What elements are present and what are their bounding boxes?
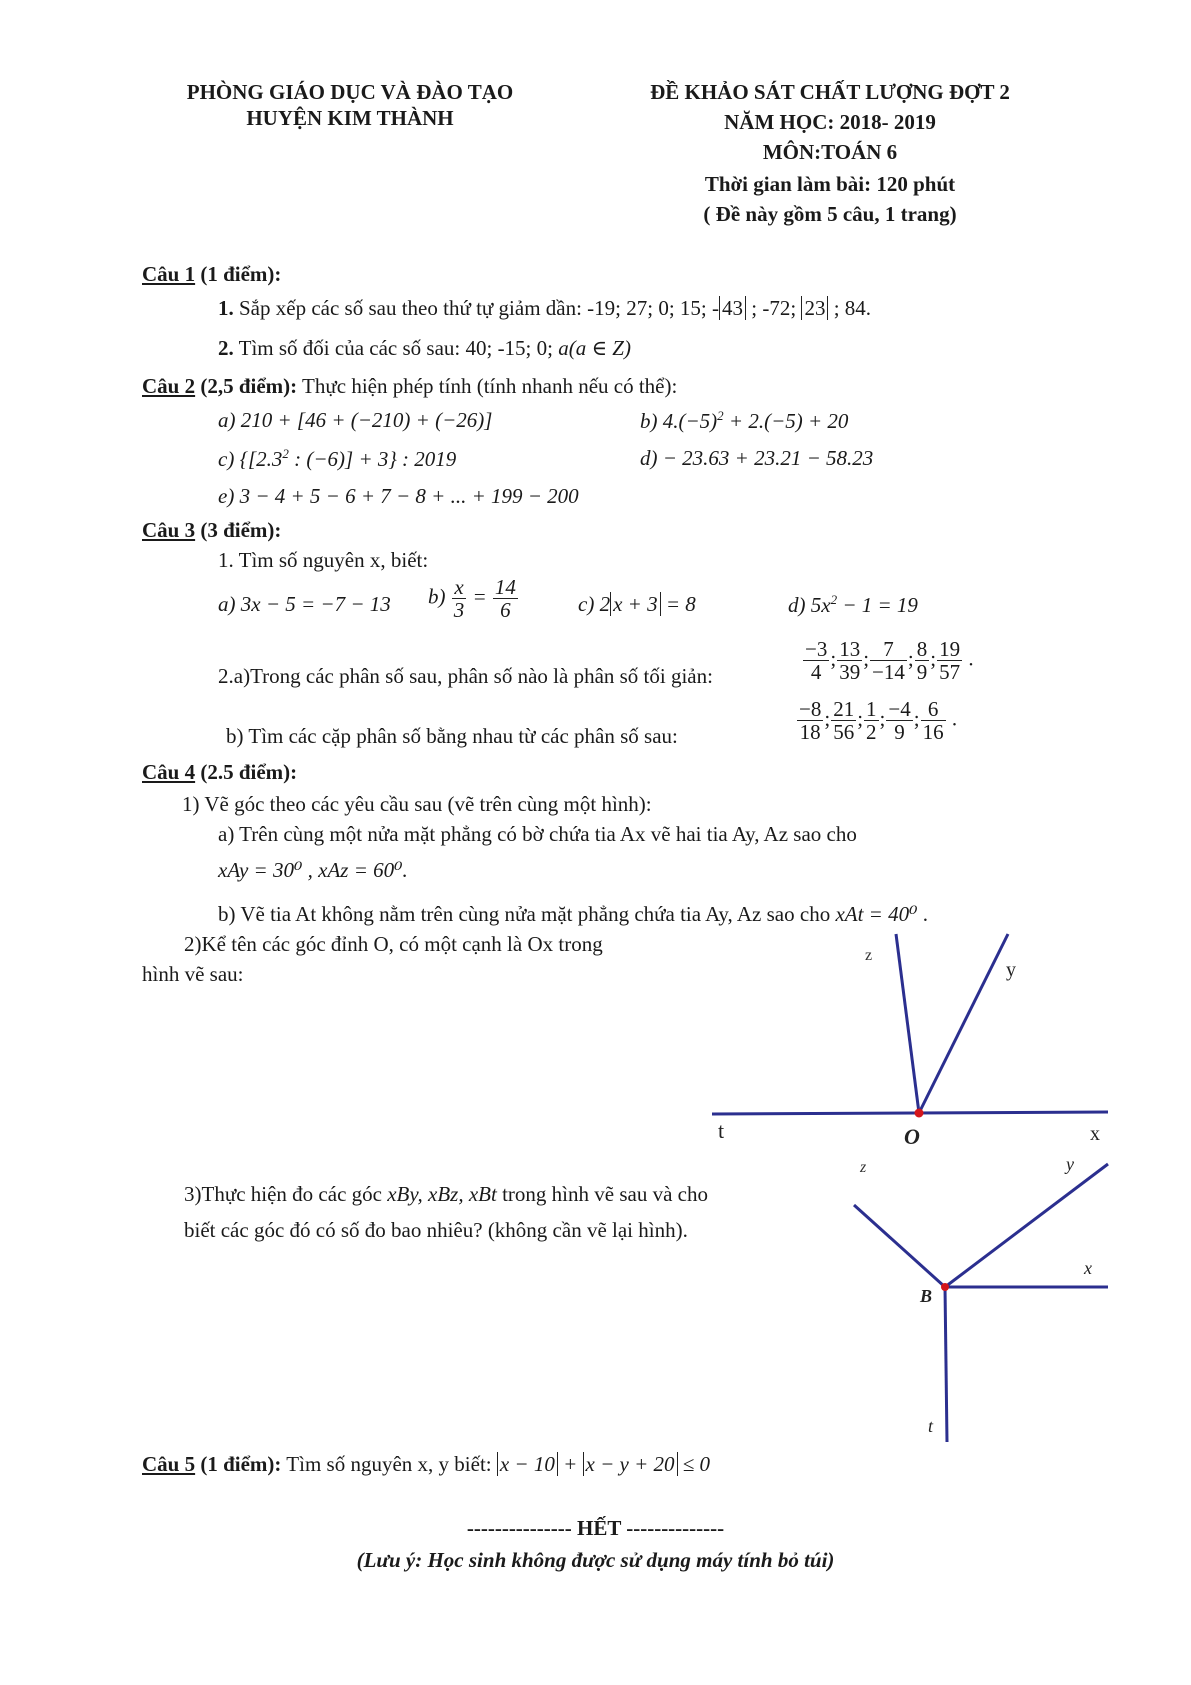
q1-item2-num: 2. <box>218 336 234 360</box>
q3-c-post: = 8 <box>660 592 696 616</box>
q3-2a-fraction <box>870 638 907 683</box>
q3-b-frac1 <box>452 576 467 621</box>
q3-2a-separator: ; <box>863 646 870 671</box>
q5-line <box>142 1452 710 1477</box>
q3-2b-numerator: −8 <box>799 697 822 721</box>
point-b <box>941 1283 949 1291</box>
q1-item2-math: a(a ∈ Z) <box>558 336 631 360</box>
q4-p1: 1) Vẽ góc theo các yêu cầu sau (vẽ trên cùng một hình): <box>182 792 652 816</box>
q3-2b-separator: ; <box>857 706 864 731</box>
q3-fracs-b <box>796 698 957 743</box>
q3-d-pre: d) 5x <box>788 593 831 617</box>
label-y2: y <box>1066 1154 1074 1174</box>
q3-b <box>428 576 519 621</box>
q4-points: (2.5 điểm): <box>195 760 298 784</box>
label-t: t <box>718 1118 725 1143</box>
label-x: x <box>1090 1123 1100 1145</box>
q1-item1-text: Sắp xếp các số sau theo thứ tự giảm dần: -19; 27; 0; 15; - <box>233 296 720 320</box>
q3-2b-separator: ; <box>824 706 831 731</box>
q3-2a-denominator: 39 <box>839 660 861 685</box>
q4-p3-post: trong hình vẽ sau và cho <box>496 1182 708 1206</box>
q1-item1-mid: ; -72; <box>746 296 802 320</box>
q3-2a-separator: ; <box>930 646 937 671</box>
ray-ot <box>712 1112 1108 1114</box>
q4-p3-line2: biết các góc đó có số đo bao nhiêu? (không cần vẽ lại hình). <box>184 1218 688 1242</box>
q4-p1b-text: b) Vẽ tia At không nằm trên cùng nửa mặt phẳng chứa tia Ay, Az sao cho <box>218 902 836 926</box>
q3-2b-separator: ; <box>879 706 886 731</box>
q3-2a-denominator: 57 <box>939 660 961 685</box>
q3-2a-fraction <box>803 638 829 683</box>
label-x2: x <box>1084 1258 1092 1278</box>
q2-e: e) 3 − 4 + 5 − 6 + 7 − 8 + ... + 199 − 200 <box>218 484 579 508</box>
label-y: y <box>1006 959 1016 981</box>
q2-b-post: + 2.(−5) + 20 <box>723 409 849 433</box>
q1-item1-num: 1. <box>218 296 234 320</box>
subject: MÔN:TOÁN 6 <box>762 140 898 164</box>
q2-b-sup: 2 <box>717 408 724 423</box>
q3-b-num2: 14 <box>494 575 516 599</box>
q2-c-pre: c) {[2.3 <box>218 447 283 471</box>
school-district: HUYỆN KIM THÀNH <box>246 106 454 130</box>
q3-2b-denominator: 18 <box>799 720 821 745</box>
calculator-note: (Lưu ý: Học sinh không được sử dụng máy tính bỏ túi) <box>356 1548 835 1572</box>
q3-2a-fraction <box>937 638 962 683</box>
q3-2a-fraction <box>915 638 930 683</box>
q3-2a-numerator: 13 <box>839 637 861 661</box>
q3-2a-denominator: 9 <box>916 660 928 685</box>
q3-2b-separator: . <box>946 706 958 731</box>
q2-c-sup: 2 <box>282 446 289 461</box>
q5-tail: ≤ 0 <box>677 1452 711 1476</box>
q2-b <box>640 408 848 434</box>
figure-angles-o <box>700 920 1120 1150</box>
q4-p2-line2: hình vẽ sau: <box>142 962 244 986</box>
q2-intro: Thực hiện phép tính (tính nhanh nếu có thể): <box>297 374 678 398</box>
q3-2a-separator: . <box>963 646 974 671</box>
point-o <box>915 1109 924 1118</box>
q3-2b-denominator: 56 <box>833 720 855 745</box>
ray-oy <box>919 934 1008 1113</box>
figure-angles-b <box>840 1150 1120 1450</box>
q1-label: Câu 1 <box>142 262 196 286</box>
q4-p1b-end: . <box>917 902 929 926</box>
q5-plus: + <box>557 1452 583 1476</box>
q3-2a-numerator: 19 <box>939 637 961 661</box>
q2-c <box>218 446 456 472</box>
q3-b-den1: 3 <box>453 598 465 623</box>
q1-item2 <box>218 336 631 361</box>
q3-2b-fraction <box>797 698 823 743</box>
ray-bt <box>945 1287 947 1442</box>
q3-part1: 1. Tìm số nguyên x, biết: <box>218 548 429 572</box>
q5-abs2: x − y + 20 <box>583 1452 678 1476</box>
q1-abs-43: 43 <box>719 296 746 320</box>
q3-2b-fraction <box>831 698 856 743</box>
q3-2a-numerator: −3 <box>805 637 828 661</box>
q2-label: Câu 2 <box>142 374 196 398</box>
q3-b-num1: x <box>452 576 467 599</box>
q3-2a-separator: ; <box>907 646 914 671</box>
q3-2a-denominator: 4 <box>810 660 822 685</box>
q4-p3-angles: xBy, xBz, xBt <box>387 1182 497 1206</box>
label-z2: z <box>860 1159 867 1176</box>
q3-2a-fraction <box>837 638 862 683</box>
q3-b-frac2 <box>493 576 518 621</box>
q5-label: Câu 5 <box>142 1452 196 1476</box>
q1-points: (1 điểm): <box>195 262 282 286</box>
q2-points: (2,5 điểm): <box>195 374 298 398</box>
q3-2b-denominator: 16 <box>922 720 944 745</box>
q3-points: (3 điểm): <box>195 518 282 542</box>
q4-p3-line1 <box>184 1182 708 1207</box>
q2-c-post: : (−6)] + 3} : 2019 <box>288 447 457 471</box>
q3-fracs-a <box>802 638 974 683</box>
q2-a: a) 210 + [46 + (−210) + (−26)] <box>218 408 493 432</box>
q4-label: Câu 4 <box>142 760 196 784</box>
q1-item2-text: Tìm số đối của các số sau: 40; -15; 0; <box>233 336 559 360</box>
q3-2b-fraction <box>886 698 912 743</box>
q3-2b-separator: ; <box>913 706 920 731</box>
q3-b-pre: b) <box>428 584 451 609</box>
q3-part2b: b) Tìm các cặp phân số bằng nhau từ các phân số sau: <box>226 724 678 748</box>
q5-abs1: x − 10 <box>497 1452 558 1476</box>
q3-2a-denominator: −14 <box>872 660 905 685</box>
q5-points: (1 điểm): <box>195 1452 282 1476</box>
q1-abs-23: 23 <box>801 296 828 320</box>
page-info: ( Đề này gồm 5 câu, 1 trang) <box>703 202 957 226</box>
label-b: B <box>920 1286 933 1306</box>
q1-item1 <box>218 296 871 321</box>
q1-item1-end: ; 84. <box>828 296 872 320</box>
q3-d <box>788 592 918 618</box>
q4-p1a-math: xAy = 30⁰ , xAz = 60⁰. <box>218 858 408 882</box>
q3-a: a) 3x − 5 = −7 − 13 <box>218 592 391 616</box>
q4-p2-line1: 2)Kể tên các góc đỉnh O, có một cạnh là Ox trong <box>184 932 603 956</box>
end-marker: --------------- HẾT -------------- <box>466 1516 725 1540</box>
q2-b-pre: b) 4.(−5) <box>640 409 718 433</box>
q3-2b-fraction <box>921 698 946 743</box>
label-z: z <box>865 947 873 964</box>
q5-text: Tìm số nguyên x, y biết: <box>281 1452 497 1476</box>
q3-2a-numerator: 7 <box>870 638 907 661</box>
q3-2a-separator: ; <box>830 646 837 671</box>
q3-c-abs: x + 3 <box>610 592 661 616</box>
q3-c-pre: c) 2 <box>578 592 611 616</box>
q3-2b-denominator: 9 <box>894 720 905 745</box>
q3-b-den2: 6 <box>500 598 511 623</box>
q3-2b-numerator: −4 <box>888 697 911 721</box>
q3-2b-numerator: 21 <box>833 697 855 721</box>
label-o: O <box>904 1124 920 1149</box>
q3-part2a: 2.a)Trong các phân số sau, phân số nào là phân số tối giản: <box>218 664 713 688</box>
q3-2b-numerator: 1 <box>866 697 877 721</box>
ray-bz <box>854 1205 945 1287</box>
q3-heading <box>142 518 281 543</box>
q3-2b-numerator: 6 <box>921 698 946 721</box>
label-t2: t <box>928 1416 934 1436</box>
q3-d-post: − 1 = 19 <box>837 593 918 617</box>
q3-d-sup: 2 <box>830 592 838 607</box>
q4-p1a: a) Trên cùng một nửa mặt phẳng có bờ chứa tia Ax vẽ hai tia Ay, Az sao cho <box>218 822 857 846</box>
ray-oz <box>896 934 919 1113</box>
school-year: NĂM HỌC: 2018- 2019 <box>724 110 936 134</box>
q4-heading <box>142 760 297 785</box>
q3-2b-denominator: 2 <box>866 720 877 745</box>
q2-heading <box>142 374 677 399</box>
q3-2a-numerator: 8 <box>916 637 928 661</box>
q3-2b-fraction <box>864 698 879 743</box>
q1-heading <box>142 262 281 287</box>
exam-title: ĐỀ KHẢO SÁT CHẤT LƯỢNG ĐỢT 2 <box>650 80 1010 104</box>
school-dept: PHÒNG GIÁO DỤC VÀ ĐÀO TẠO <box>186 80 514 104</box>
q4-p1b-math: xAt = 40⁰ <box>835 902 918 926</box>
q4-p3-pre: 3)Thực hiện đo các góc <box>184 1182 388 1206</box>
q2-d: d) − 23.63 + 23.21 − 58.23 <box>640 446 874 470</box>
q3-label: Câu 3 <box>142 518 196 542</box>
time-limit: Thời gian làm bài: 120 phút <box>704 172 956 196</box>
q3-c <box>578 592 696 617</box>
q3-b-eq: = <box>467 584 492 609</box>
